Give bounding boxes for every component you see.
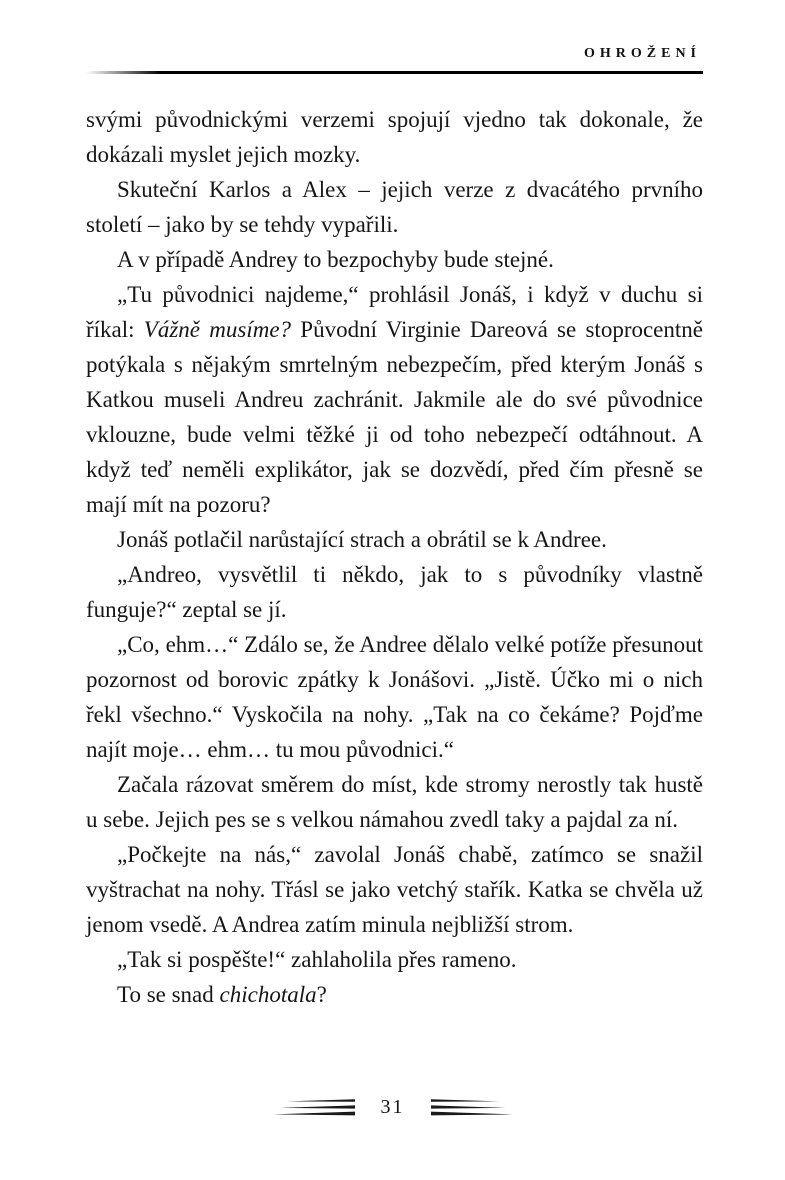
text-run: Skuteční Karlos a Alex – jejich verze z dvacátého prvního století – jako by se tehdy vypařili. [86, 177, 703, 237]
footer-ornament-left-icon [273, 1098, 355, 1118]
paragraph [86, 522, 703, 557]
page-footer [0, 1096, 785, 1119]
paragraph [86, 102, 703, 172]
footer-ornament-right-icon [431, 1098, 513, 1118]
text-run: svými původnickými verzemi spojují vjedno tak dokonale, že dokázali myslet jejich mozky. [86, 107, 703, 167]
paragraph [86, 242, 703, 277]
paragraph [86, 977, 703, 1012]
text-run-italic: chichotala [219, 982, 317, 1007]
paragraph [86, 557, 703, 627]
text-run: Začala rázovat směrem do míst, kde stromy nerostly tak hustě u sebe. Jejich pes se s velkou námahou zvedl taky a pajdal za ní. [86, 772, 703, 832]
text-run: Jonáš potlačil narůstající strach a obrátil se k Andree. [117, 527, 607, 552]
text-run: „Tak si pospěšte!“ zahlaholila přes rameno. [117, 947, 517, 972]
text-run: „Co, ehm…“ Zdálo se, že Andree dělalo velké potíže přesunout pozornost od borovic zpátky k Jonášovi. „Jistě. Účko mi o nich řekl všechno.“ Vyskočila na nohy. „Tak na co čekáme? Pojďme najít moje… ehm… tu mou původnici.“ [86, 632, 703, 762]
page-number: 31 [380, 1096, 405, 1118]
paragraph [86, 277, 703, 522]
text-run: „Počkejte na nás,“ zavolal Jonáš chabě, zatímco se snažil vyštrachat na nohy. Třásl se jako vetchý stařík. Katka se chvěla už jenom vsedě. A Andrea zatím minula nejbližší strom. [86, 842, 703, 937]
header-rule [86, 71, 703, 74]
paragraph [86, 767, 703, 837]
text-run: „Tu původnici najdeme,“ prohlásil Jonáš, i když v duchu si říkal: [86, 282, 703, 342]
paragraph [86, 942, 703, 977]
text-run: To se snad [117, 982, 220, 1007]
text-run: A v případě Andrey to bezpochyby bude stejné. [117, 247, 554, 272]
paragraph [86, 837, 703, 942]
text-run-italic: Vážně musíme? [143, 317, 292, 342]
body-text [86, 102, 703, 1012]
text-run: Původní Virginie Dareová se stoprocentně potýkala s nějakým smrtelným nebezpečím, před kterým Jonáš s Katkou museli Andreu zachránit. Jakmile ale do své původnice vklouzne, bude velmi těžké ji od toho nebezpečí odtáhnout. A když teď neměli explikátor, jak se dozvědí, před čím přesně se mají mít na pozoru? [86, 317, 703, 517]
paragraph [86, 627, 703, 767]
running-header: OHROŽENÍ [583, 46, 701, 61]
text-run: „Andreo, vysvětlil ti někdo, jak to s původníky vlastně funguje?“ zeptal se jí. [86, 562, 703, 622]
paragraph [86, 172, 703, 242]
text-run: ? [316, 982, 327, 1007]
